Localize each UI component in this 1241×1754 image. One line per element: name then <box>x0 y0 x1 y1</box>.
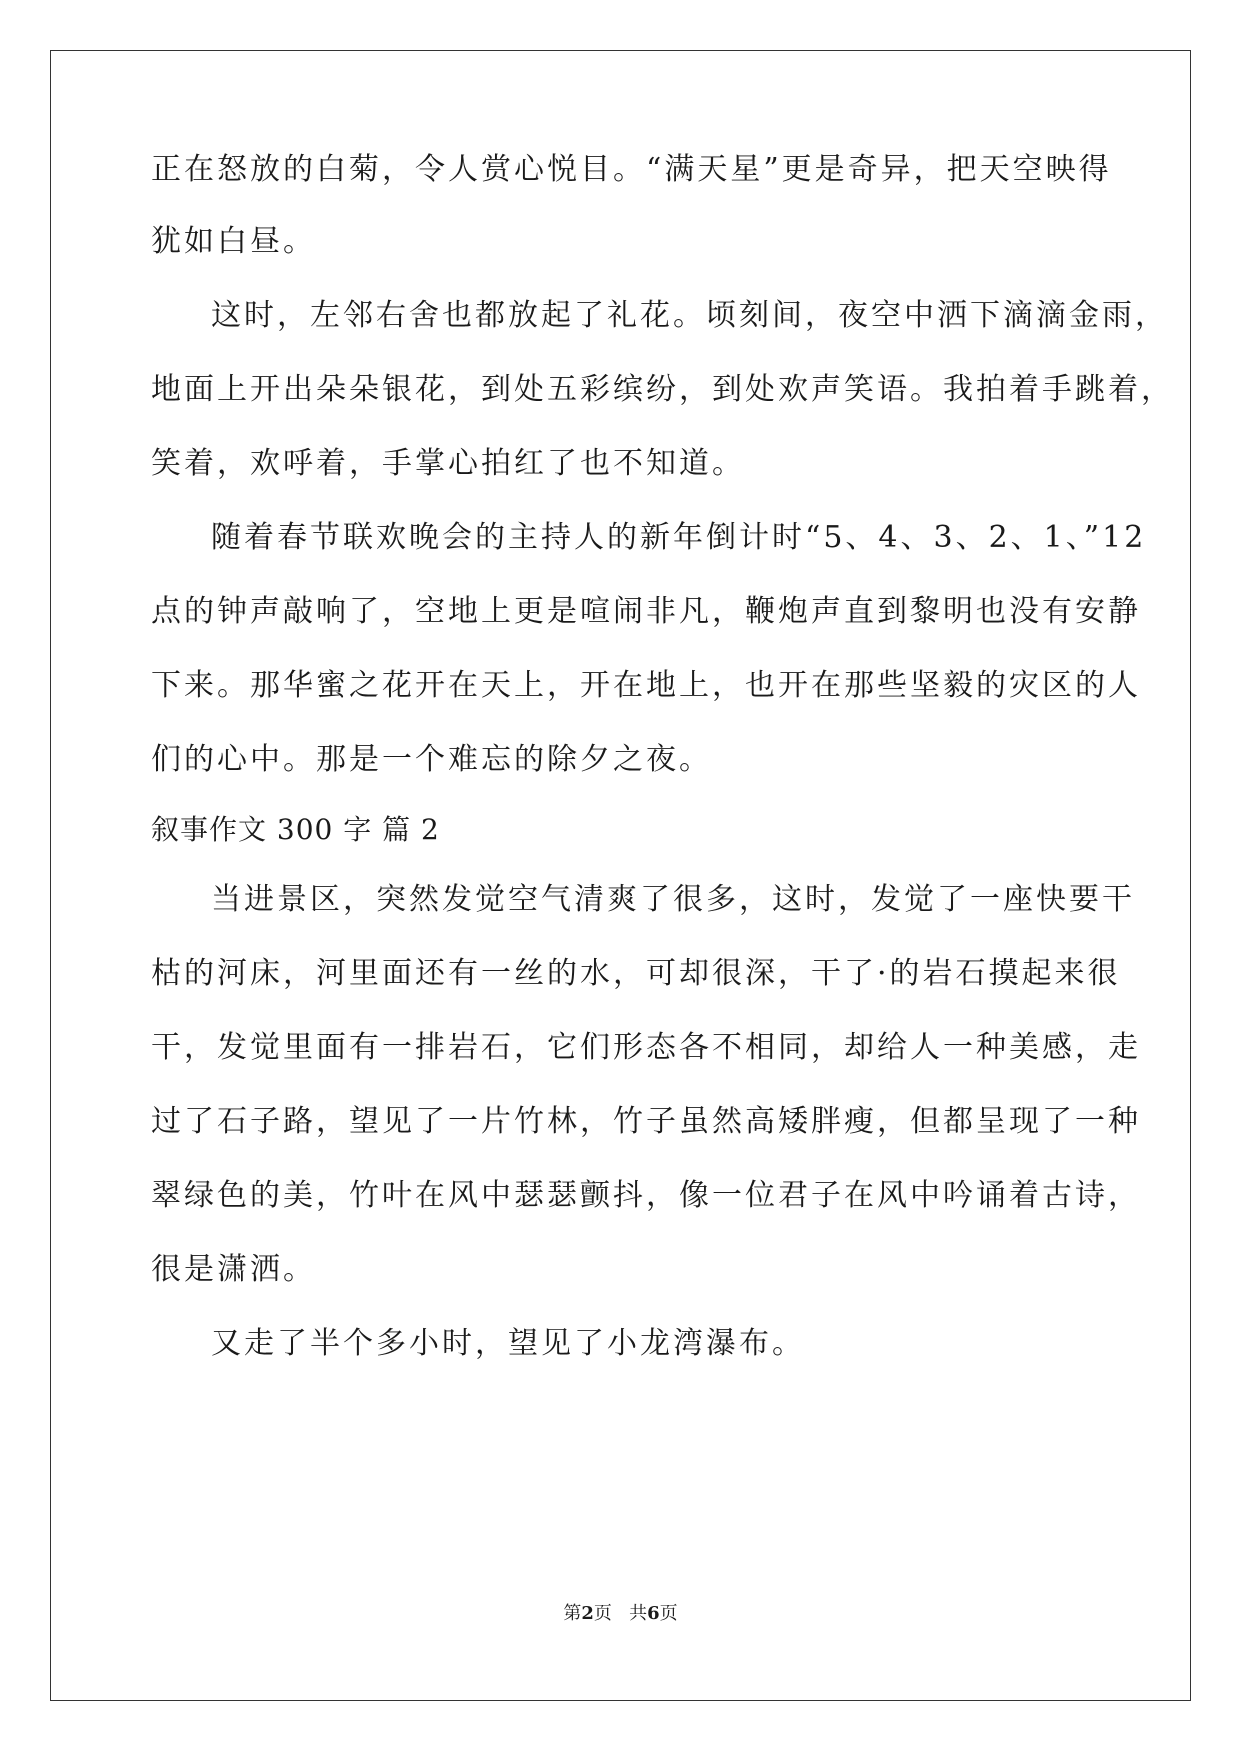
section-heading: 叙事作文 300 字 篇 2 <box>151 813 440 846</box>
text-line: 们的心中。那是一个难忘的除夕之夜。 <box>151 742 712 777</box>
current-page-number: 2 <box>581 1603 594 1624</box>
text-line: 下来。那华蜜之花开在天上，开在地上，也开在那些坚毅的灾区的人 <box>151 668 1141 703</box>
text-line: 犹如白昼。 <box>151 224 316 259</box>
text-line: 过了石子路，望见了一片竹林，竹子虽然高矮胖瘦，但都呈现了一种 <box>151 1104 1141 1139</box>
paragraph-start: 这时，左邻右舍也都放起了礼花。顷刻间，夜空中洒下滴滴金雨， <box>211 298 1168 333</box>
footer-prefix: 第 <box>563 1603 582 1624</box>
footer-total-suffix: 页 <box>659 1603 678 1624</box>
text-line: 翠绿色的美，竹叶在风中瑟瑟颤抖，像一位君子在风中吟诵着古诗， <box>151 1178 1141 1213</box>
text-line: 枯的河床，河里面还有一丝的水，可却很深，干了·的岩石摸起来很 <box>151 956 1121 991</box>
paragraph-start: 又走了半个多小时，望见了小龙湾瀑布。 <box>211 1326 805 1361</box>
paragraph-start: 随着春节联欢晚会的主持人的新年倒计时“5、4、3、2、1、”12 <box>211 520 1147 555</box>
footer-page-suffix: 页 共 <box>593 1603 648 1624</box>
text-line: 笑着，欢呼着，手掌心拍红了也不知道。 <box>151 446 745 481</box>
total-pages-number: 6 <box>647 1603 660 1624</box>
text-line: 正在怒放的白菊，令人赏心悦目。“满天星”更是奇异，把天空映得 <box>151 152 1112 187</box>
text-line: 点的钟声敲响了，空地上更是喧闹非凡，鞭炮声直到黎明也没有安静 <box>151 594 1141 629</box>
page-footer <box>0 1602 1241 1626</box>
text-line: 很是潇洒。 <box>151 1252 316 1287</box>
paragraph-start: 当进景区，突然发觉空气清爽了很多，这时，发觉了一座快要干 <box>211 882 1135 917</box>
text-line: 干，发觉里面有一排岩石，它们形态各不相同，却给人一种美感，走 <box>151 1030 1141 1065</box>
text-line: 地面上开出朵朵银花，到处五彩缤纷，到处欢声笑语。我拍着手跳着， <box>151 372 1174 407</box>
